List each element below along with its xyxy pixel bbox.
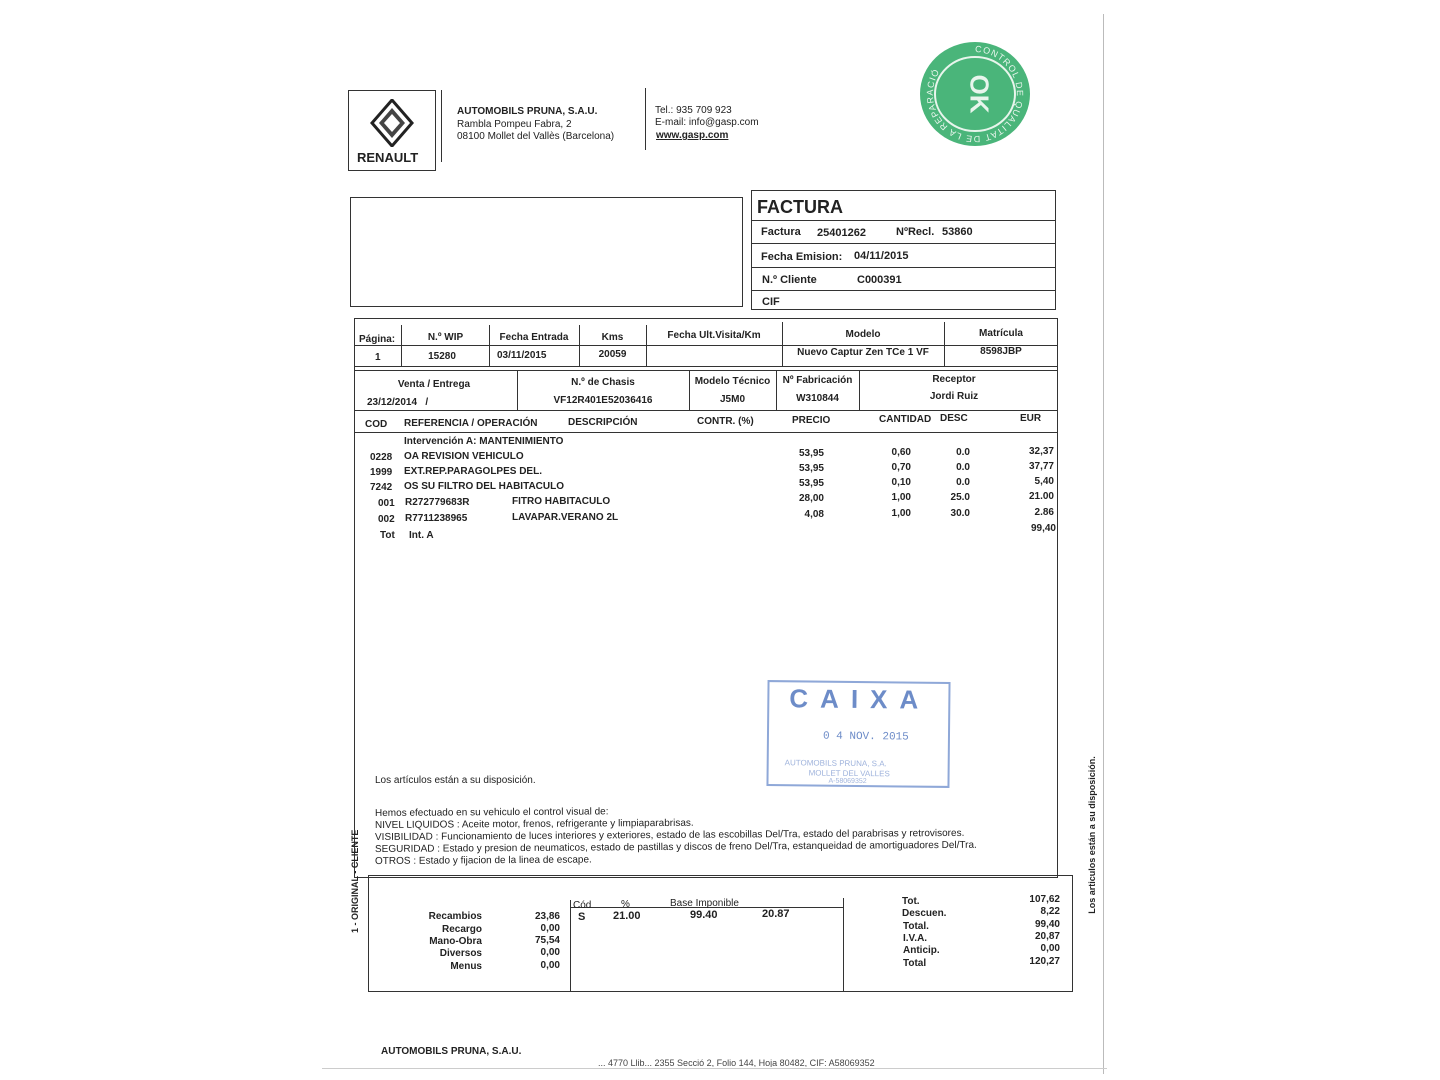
line-dto: 0.0 (956, 462, 970, 473)
diversos-label: Diversos (439, 948, 482, 959)
company-name: AUTOMOBILS PRUNA, S.A.U. (457, 106, 598, 117)
availability-note: Los artículos están a su disposición. (375, 775, 536, 786)
anticip-label: Anticip. (903, 945, 940, 956)
val-receptor: Jordi Ruiz (929, 391, 979, 402)
col-referencia: REFERENCIA / OPERACIÓN (404, 418, 538, 429)
hdr-receptor: Receptor (932, 374, 976, 385)
line-dto: 25.0 (950, 492, 970, 503)
seal-ok: OK (964, 74, 995, 114)
footer-registry: ... 4770 Llib... 2355 Secció 2, Folio 144, Hoja 80482, CIF: A58069352 (598, 1059, 875, 1067)
tax-hdr-base: Base Imponible (670, 898, 739, 909)
menus-value: 0,00 (540, 960, 560, 971)
total-intervention: 99,40 (1030, 523, 1056, 534)
line-ref: OS SU FILTRO DEL HABITACULO (404, 481, 564, 492)
recambios-label: Recambios (428, 911, 482, 922)
totals-sep-right (843, 898, 844, 992)
total-dot-value: 99,40 (1034, 919, 1060, 930)
hdr-venta: Venta / Entrega (397, 379, 471, 390)
check-intro: Hemos efectuado en su vehiculo el control visual de: (374, 806, 609, 819)
val-matricula: 8598JBP (980, 346, 1022, 357)
inv-line4 (751, 290, 1056, 291)
total-dot-label: Total. (903, 921, 929, 932)
diversos-value: 0,00 (540, 947, 560, 958)
hdr-fecha-ult: Fecha Ult.Visita/Km (667, 330, 761, 341)
line-desc: LAVAPAR.VERANO 2L (512, 512, 619, 523)
val-venta: 23/12/2014 / (367, 397, 429, 408)
hdr-matricula: Matrícula (979, 328, 1023, 339)
recl-value: 53860 (942, 226, 973, 238)
line-ref: EXT.REP.PARAGOLPES DEL. (404, 466, 542, 477)
fecha-label: Fecha Emision: (761, 251, 843, 263)
seal-ring-text: CONTROL DE QUALITAT DE LA REPARACIÓ (924, 43, 1025, 145)
check-liquidos: NIVEL LIQUIDOS : Aceite motor, frenos, refrigerante y limpiaparabrisas. (374, 817, 694, 831)
hdr-pagina: Página: (359, 334, 396, 345)
check-seguridad: SEGURIDAD : Estado y presion de neumaticos, estado de pastillas y discos de freno Del/Tra, estanqueidad de amortiguadores Del/Tra. (374, 839, 977, 855)
company-address1: Rambla Pompeu Fabra, 2 (457, 119, 572, 130)
mano-obra-label: Mano-Obra (429, 936, 482, 947)
col-cod: COD (365, 419, 388, 430)
hdr-chasis: N.º de Chasis (571, 377, 635, 388)
val-wip: 15280 (428, 351, 456, 362)
col-cantidad: CANTIDAD (879, 414, 932, 425)
row1-bottom (354, 366, 1058, 367)
line-precio: 28,00 (798, 493, 824, 504)
caixa-stamp (766, 680, 950, 788)
stamp-line1: AUTOMOBILS PRUNA, S.A. (784, 758, 887, 769)
hdr-fabricacion: Nº Fabricación (782, 375, 853, 386)
val-kms: 20059 (598, 349, 627, 360)
recargo-label: Recargo (441, 924, 482, 935)
line-cod: 001 (378, 498, 395, 509)
line-cant: 0,60 (891, 447, 911, 458)
col-contr: CONTR. (%) (697, 416, 754, 427)
tax-iva: 20.87 (762, 908, 790, 920)
val-modelo-tecnico: J5M0 (719, 394, 745, 405)
val-fabricacion: W310844 (796, 393, 839, 404)
val-pagina: 1 (375, 352, 381, 363)
hdr-wip: N.º WIP (427, 332, 464, 343)
quality-seal (918, 40, 1032, 148)
inv-line2 (751, 243, 1056, 244)
tax-hdr-cod: Cód (573, 900, 592, 911)
anticip-value: 0,00 (1040, 943, 1060, 954)
page-bottom-edge (322, 1068, 1107, 1069)
hdr-modelo-tecnico: Modelo Técnico (694, 376, 771, 387)
line-cod: 7242 (370, 482, 393, 493)
recl-label: NºRecl. (896, 226, 935, 238)
mano-obra-value: 75,54 (534, 935, 560, 946)
line-eur: 21.00 (1028, 491, 1054, 502)
col-precio: PRECIO (792, 415, 831, 426)
side-original-cliente: 1 - ORIGINAL - CLIENTE (350, 829, 360, 933)
total-label-a: Tot (380, 530, 395, 541)
val-fecha-entrada: 03/11/2015 (497, 350, 547, 361)
tot-value: 107,62 (1029, 894, 1060, 905)
customer-address-box (350, 197, 743, 307)
line-cod: 0228 (370, 452, 393, 463)
check-otros: OTROS : Estado y fijacion de la linea de escape. (374, 854, 592, 867)
stamp-line2: MOLLET DEL VALLES (808, 768, 890, 779)
stamp-date: 0 4 NOV. 2015 (822, 730, 909, 744)
contact-divider (645, 88, 646, 150)
line-desc: FITRO HABITACULO (512, 496, 611, 507)
check-visibilidad: VISIBILIDAD : Funcionamiento de luces interiores y exteriores, estado de las escobillas Del/Tra, estado del parabrisas y retrovisores. (374, 827, 965, 843)
line-dto: 0.0 (956, 447, 970, 458)
totals-sep-left (570, 900, 571, 992)
renault-logo (348, 90, 436, 171)
descuen-label: Descuen. (902, 908, 947, 919)
hdr-kms: Kms (601, 332, 624, 343)
line-cant: 0,10 (891, 477, 911, 488)
total-label-b: Int. A (409, 530, 434, 541)
recargo-value: 0,00 (540, 923, 560, 934)
recambios-value: 23,86 (534, 911, 560, 922)
stamp-line3: A-58069352 (828, 777, 867, 786)
line-cant: 0,70 (891, 462, 911, 473)
line-precio: 53,95 (798, 463, 824, 474)
company-web: www.gasp.com (656, 130, 729, 141)
line-cant: 1,00 (891, 508, 911, 519)
side-availability: Los articulos están a su disposición. (1087, 756, 1097, 914)
line-precio: 4,08 (804, 509, 824, 520)
footer-company: AUTOMOBILS PRUNA, S.A.U. (381, 1046, 522, 1057)
iva-label: I.V.A. (903, 933, 928, 944)
hdr-fecha-entrada: Fecha Entrada (499, 332, 569, 343)
row2-bottom (354, 410, 1058, 411)
line-ref: R272779683R (405, 497, 470, 508)
line-cant: 1,00 (891, 492, 911, 503)
val-chasis: VF12R401E52036416 (553, 395, 653, 406)
total-final-label: Total (903, 958, 927, 969)
line-dto: 0.0 (956, 477, 970, 488)
tax-base: 99.40 (690, 909, 718, 921)
total-final-value: 120,27 (1029, 956, 1060, 967)
factura-value: 25401262 (817, 227, 866, 239)
val-modelo: Nuevo Captur Zen TCe 1 VF (797, 347, 929, 358)
stamp-title: CAIXA (789, 683, 931, 715)
col-desc: DESC (940, 413, 968, 424)
line-eur: 37,77 (1028, 461, 1054, 472)
line-precio: 53,95 (798, 448, 824, 459)
line-eur: 32,37 (1028, 446, 1054, 457)
line-dto: 30.0 (950, 508, 970, 519)
company-address2: 08100 Mollet del Vallès (Barcelona) (457, 131, 615, 142)
menus-label: Menus (450, 961, 482, 972)
line-ref: R7711238965 (405, 513, 468, 524)
tax-hdr-pct: % (621, 899, 630, 910)
company-email: E-mail: info@gasp.com (655, 117, 759, 128)
iva-value: 20,87 (1034, 931, 1060, 942)
company-tel: Tel.: 935 709 923 (655, 105, 732, 116)
tax-pct: 21.00 (613, 910, 641, 922)
line-cod: 1999 (370, 467, 393, 478)
line-cod: 002 (378, 514, 395, 525)
lines-header-rule (354, 432, 1058, 433)
tax-cod: S (578, 911, 586, 923)
cliente-label: N.º Cliente (762, 274, 817, 286)
line-eur: 5,40 (1034, 476, 1054, 487)
intervention-title: Intervención A: MANTENIMIENTO (404, 436, 564, 447)
line-ref: OA REVISION VEHICULO (404, 451, 524, 462)
col-descripcion: DESCRIPCIÓN (568, 417, 638, 428)
col-eur: EUR (1020, 413, 1042, 424)
inv-line3 (751, 267, 1056, 268)
tot-label: Tot. (902, 896, 920, 907)
renault-diamond-icon (370, 99, 414, 147)
fecha-value: 04/11/2015 (854, 250, 909, 262)
invoice-title: FACTURA (757, 197, 843, 217)
line-eur: 2.86 (1034, 507, 1054, 518)
descuen-value: 8,22 (1040, 906, 1060, 917)
cliente-value: C000391 (857, 274, 902, 286)
page-right-edge (1103, 14, 1104, 1074)
logo-text: RENAULT (357, 150, 419, 165)
line-precio: 53,95 (798, 478, 824, 489)
hdr-modelo: Modelo (845, 329, 881, 340)
cif-label: CIF (762, 296, 780, 308)
factura-label: Factura (761, 226, 801, 238)
logo-divider (441, 90, 442, 162)
row2-top (354, 370, 1058, 371)
inv-line1 (751, 220, 1056, 221)
